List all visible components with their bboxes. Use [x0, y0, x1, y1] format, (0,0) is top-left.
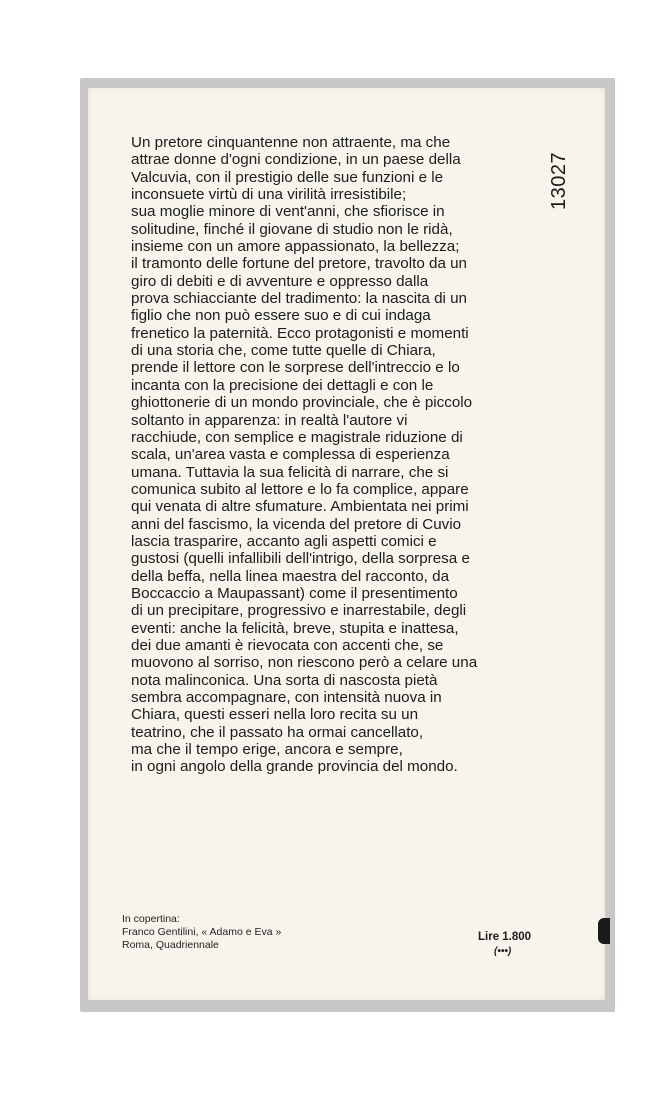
blurb-line: insieme con un amore appassionato, la bellezza; — [131, 238, 460, 256]
blurb-line: incanta con la precisione dei dettagli e con le — [131, 376, 434, 394]
blurb-line: figlio che non può essere suo e di cui indaga — [131, 307, 431, 325]
blurb-line: sua moglie minore di vent'anni, che sfiorisce in — [131, 203, 445, 221]
blurb-line: solitudine, finché il giovane di studio non le ridà, — [131, 220, 453, 238]
blurb-line: nota malinconica. Una sorta di nascosta pietà — [131, 671, 438, 689]
blurb-line: Chiara, questi esseri nella loro recita su un — [131, 706, 419, 724]
blurb-line: sembra accompagnare, con intensità nuova in — [131, 689, 442, 706]
blurb-line: dei due amanti è rievocata con accenti che, se — [131, 636, 444, 654]
blurb-line: Un pretore cinquantenne non attraente, ma che — [131, 134, 451, 151]
blurb-line: prende il lettore con le sorprese dell'intreccio e lo — [131, 359, 460, 377]
blurb-line: attrae donne d'ogni condizione, in un paese della — [131, 151, 461, 169]
blurb-line: frenetico la paternità. Ecco protagonisti e momenti — [131, 324, 469, 342]
cover-credit-heading: In copertina: — [122, 913, 180, 925]
blurb-line: il tramonto delle fortune del pretore, travolto da un — [131, 255, 468, 273]
blurb-line: inconsuete virtù di una virilità irresistibile; — [131, 186, 407, 204]
catalog-number: 13027 — [548, 151, 570, 210]
blurb-paragraph — [131, 134, 576, 776]
blurb-line: scala, un'area vasta e complessa di esperienza — [131, 446, 450, 464]
blurb-line: della beffa, nella linea maestra del racconto, da — [131, 567, 450, 585]
blurb-line: anni del fascismo, la vicenda del pretore di Cuvio — [131, 515, 462, 533]
blurb-line: Valcuvia, con il prestigio delle sue funzioni e le — [131, 168, 444, 186]
blurb-line: teatrino, che il passato ha ormai cancellato, — [131, 723, 424, 741]
blurb-line: di una storia che, come tutte quelle di Chiara, — [131, 342, 436, 360]
cover-credit — [122, 913, 382, 952]
cover-credit-artwork: Franco Gentilini, « Adamo e Eva » — [122, 926, 282, 938]
blurb-line: gustosi (quelli infallibili dell'intrigo, della sorpresa e — [131, 550, 470, 568]
blurb-line: giro di debiti e di avventure e oppresso dalla — [131, 272, 429, 290]
blurb-line: qui venata di altre sfumature. Ambientata nei primi — [131, 498, 469, 516]
cover-credit-location: Roma, Quadriennale — [122, 939, 219, 951]
price-label: Lire 1.800 — [478, 931, 532, 943]
blurb-line: ma che il tempo erige, ancora e sempre, — [131, 741, 403, 759]
blurb-line: prova schiacciante del tradimento: la nascita di un — [131, 290, 468, 308]
book-edge-mark — [598, 918, 610, 944]
blurb-line: di un precipitare, progressivo e inarrestabile, degli — [131, 602, 467, 620]
blurb-line: lascia trasparire, accanto agli aspetti comici e — [131, 532, 437, 550]
price-code: (•••) — [494, 946, 512, 957]
blurb-line: ghiottonerie di un mondo provinciale, che è piccolo — [131, 394, 473, 412]
blurb-line: comunica subito al lettore e lo fa complice, appare — [131, 480, 469, 498]
blurb-line: soltanto in apparenza: in realtà l'autore vi — [131, 411, 408, 429]
blurb-line: muovono al sorriso, non riescono però a celare una — [131, 654, 478, 672]
blurb-line: umana. Tuttavia la sua felicità di narrare, che si — [131, 463, 449, 481]
blurb-line: racchiude, con semplice e magistrale riduzione di — [131, 428, 463, 446]
blurb-line: eventi: anche la felicità, breve, stupita e inattesa, — [131, 619, 459, 637]
blurb-line: Boccaccio a Maupassant) come il presentimento — [131, 584, 458, 602]
blurb-line: in ogni angolo della grande provincia del mondo. — [131, 758, 458, 776]
